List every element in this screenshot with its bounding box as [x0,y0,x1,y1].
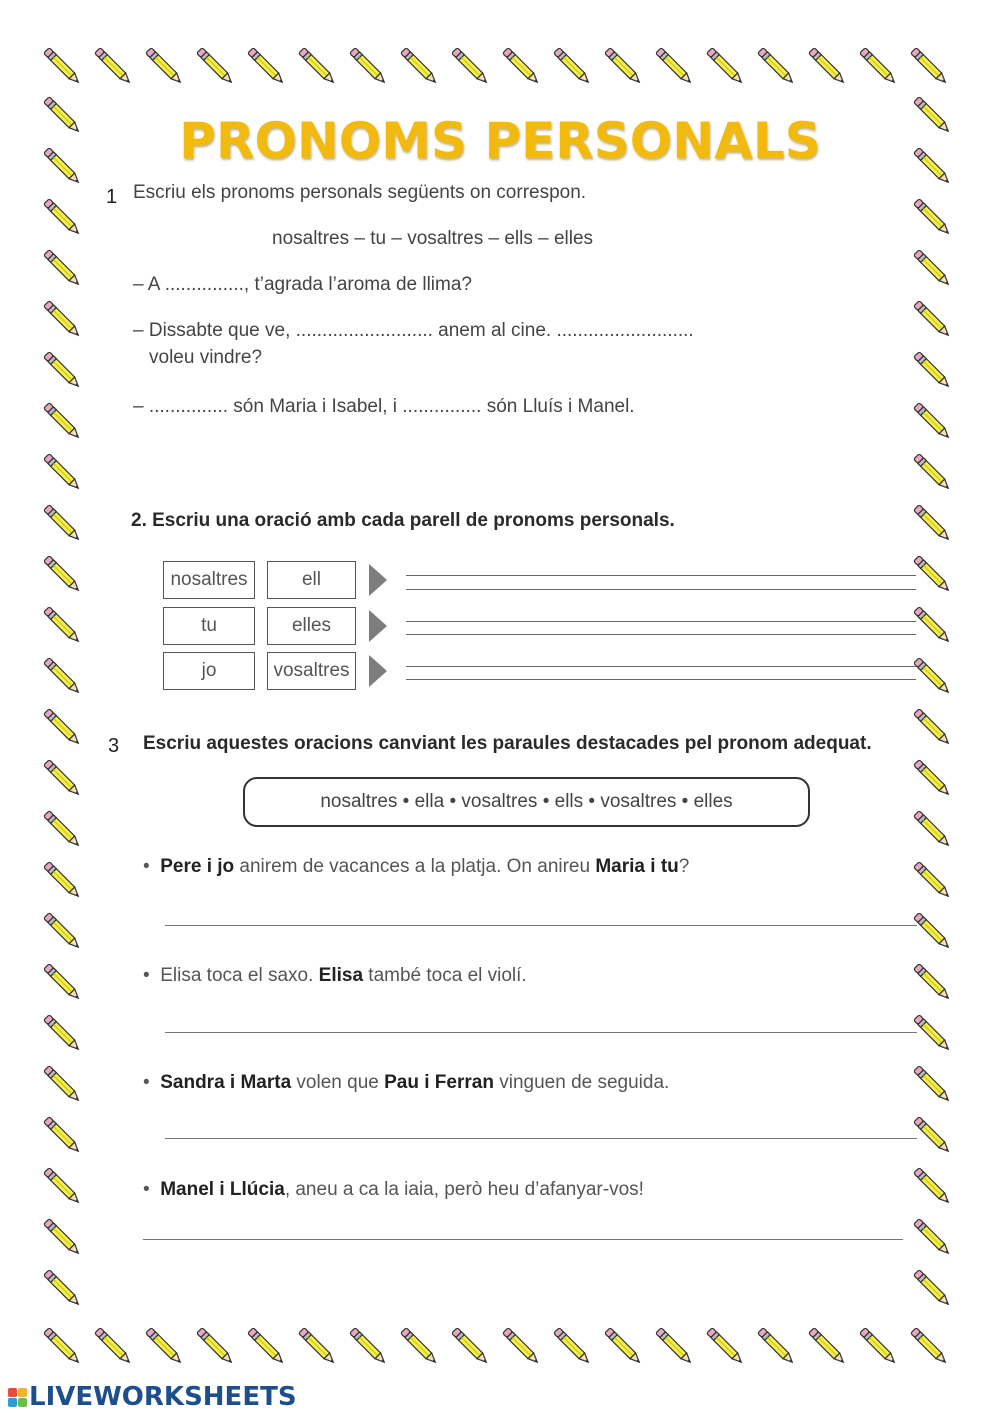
pencil-icon [248,48,285,85]
sentence-3: • Sandra i Marta volen que Pau i Ferran vinguen de seguida. [143,1072,670,1093]
pencil-icon [401,1328,438,1365]
pencil-icon [44,250,81,287]
section1-number: 1 [106,186,118,208]
pencil-icon [758,1328,795,1365]
pair-3-left: jo [163,652,255,690]
pencil-icon [914,250,951,287]
pair-2-arrow-icon [369,610,387,642]
pencil-icon [44,1328,81,1365]
pencil-icon [809,1328,846,1365]
pencil-icon [95,48,132,85]
pencil-icon [911,1328,948,1365]
pencil-icon [146,48,183,85]
sentence-1: • Pere i jo anirem de vacances a la platja. On anireu Maria i tu? [143,856,690,877]
section1-instruction: Escriu els pronoms personals següents on correspon. [133,182,587,203]
pencil-icon [914,505,951,542]
page-title: PRONOMS PERSONALS [179,112,821,170]
pair-2-right: elles [267,607,356,645]
pencil-icon [914,607,951,644]
pencil-icon [44,964,81,1001]
sentence-2: • Elisa toca el saxo. Elisa també toca el violí. [143,965,527,986]
pencil-icon [401,48,438,85]
pencil-icon [914,811,951,848]
logo-square-3 [8,1398,17,1407]
pencil-icon [350,48,387,85]
pencil-icon [44,1270,81,1307]
pencil-icon [44,658,81,695]
pencil-icon [44,505,81,542]
pencil-icon [914,1117,951,1154]
logo-square-2 [18,1388,27,1397]
pencil-icon [350,1328,387,1365]
pencil-icon [914,1066,951,1103]
pair-2-left: tu [163,607,255,645]
pencil-icon [44,760,81,797]
pair-3-right: vosaltres [267,652,356,690]
pair-3-line-a [406,666,916,667]
pencil-icon [44,454,81,491]
pencil-icon [44,352,81,389]
pencil-icon [44,403,81,440]
pencil-icon [44,1117,81,1154]
pencil-icon [914,760,951,797]
pencil-icon [914,1015,951,1052]
pencil-icon [860,48,897,85]
pair-1-arrow-icon [369,564,387,596]
liveworksheets-logo[interactable] [8,1382,297,1412]
section1-line-2-cont: voleu vindre? [149,347,263,368]
pencil-icon [656,48,693,85]
section3-word-bank [243,777,810,827]
pencil-icon [914,964,951,1001]
liveworksheets-logo-icon [8,1388,27,1407]
pair-3-arrow-icon [369,655,387,687]
section3-number: 3 [108,735,120,757]
pencil-icon [605,48,642,85]
pencil-icon [95,1328,132,1365]
answer-line-1[interactable] [165,925,917,926]
pair-2-line-b [406,634,916,635]
pencil-icon [197,1328,234,1365]
pencil-icon [860,1328,897,1365]
pencil-icon [44,862,81,899]
pencil-icon [44,913,81,950]
pencil-icon [914,1219,951,1256]
pencil-icon [911,48,948,85]
pencil-icon [44,48,81,85]
pencil-icon [914,352,951,389]
section1-line-1: – A ..............., t’agrada l’aroma de llima? [133,274,472,295]
logo-square-1 [8,1388,17,1397]
pencil-icon [44,556,81,593]
pair-1-left: nosaltres [163,561,255,599]
pencil-icon [605,1328,642,1365]
pair-1-right: ell [267,561,356,599]
answer-line-2[interactable] [165,1032,917,1033]
pencil-icon [299,1328,336,1365]
pencil-icon [707,1328,744,1365]
pencil-icon [452,1328,489,1365]
pair-3-line-b [406,679,916,680]
section2-instruction: 2. Escriu una oració amb cada parell de pronoms personals. [131,510,675,531]
logo-square-4 [18,1398,27,1407]
pencil-icon [44,1066,81,1103]
pencil-icon [707,48,744,85]
answer-line-3[interactable] [165,1138,917,1139]
pencil-icon [44,1168,81,1205]
answer-line-4[interactable] [143,1239,903,1240]
sentence-4: • Manel i Llúcia, aneu a ca la iaia, però heu d’afanyar-vos! [143,1179,644,1200]
pencil-icon [914,454,951,491]
pencil-icon [503,48,540,85]
section3-word-bank-text: nosaltres • ella • vosaltres • ells • vosaltres • elles [320,791,733,812]
pencil-icon [914,556,951,593]
pencil-icon [44,1015,81,1052]
pencil-icon [146,1328,183,1365]
pencil-icon [452,48,489,85]
pencil-icon [914,862,951,899]
section3-instruction: Escriu aquestes oracions canviant les paraules destacades pel pronom adequat. [143,733,872,754]
pencil-icon [44,1219,81,1256]
pencil-icon [44,811,81,848]
pencil-icon [914,1168,951,1205]
liveworksheets-logo-text: LIVEWORKSHEETS [29,1382,297,1412]
pencil-icon [914,913,951,950]
pencil-icon [248,1328,285,1365]
pencil-icon [299,48,336,85]
pencil-icon [914,658,951,695]
pencil-icon [914,403,951,440]
pencil-icon [503,1328,540,1365]
pencil-icon [758,48,795,85]
pencil-icon [809,48,846,85]
pencil-icon [914,301,951,338]
pencil-icon [554,1328,591,1365]
section1-line-2: – Dissabte que ve, .......................... anem al cine. .......................... [133,320,694,341]
pair-1-line-a [406,575,916,576]
section1-line-3: – ............... són Maria i Isabel, i ............... són Lluís i Manel. [133,396,635,417]
pencil-icon [914,199,951,236]
section1-word-bank: nosaltres – tu – vosaltres – ells – elles [272,228,594,249]
pencil-icon [554,48,591,85]
pencil-icon [44,607,81,644]
pencil-icon [44,199,81,236]
pencil-icon [914,709,951,746]
pencil-icon [44,709,81,746]
pair-1-line-b [406,589,916,590]
pencil-icon [197,48,234,85]
pencil-icon [914,1270,951,1307]
pair-2-line-a [406,621,916,622]
pencil-icon [44,301,81,338]
pencil-icon [656,1328,693,1365]
